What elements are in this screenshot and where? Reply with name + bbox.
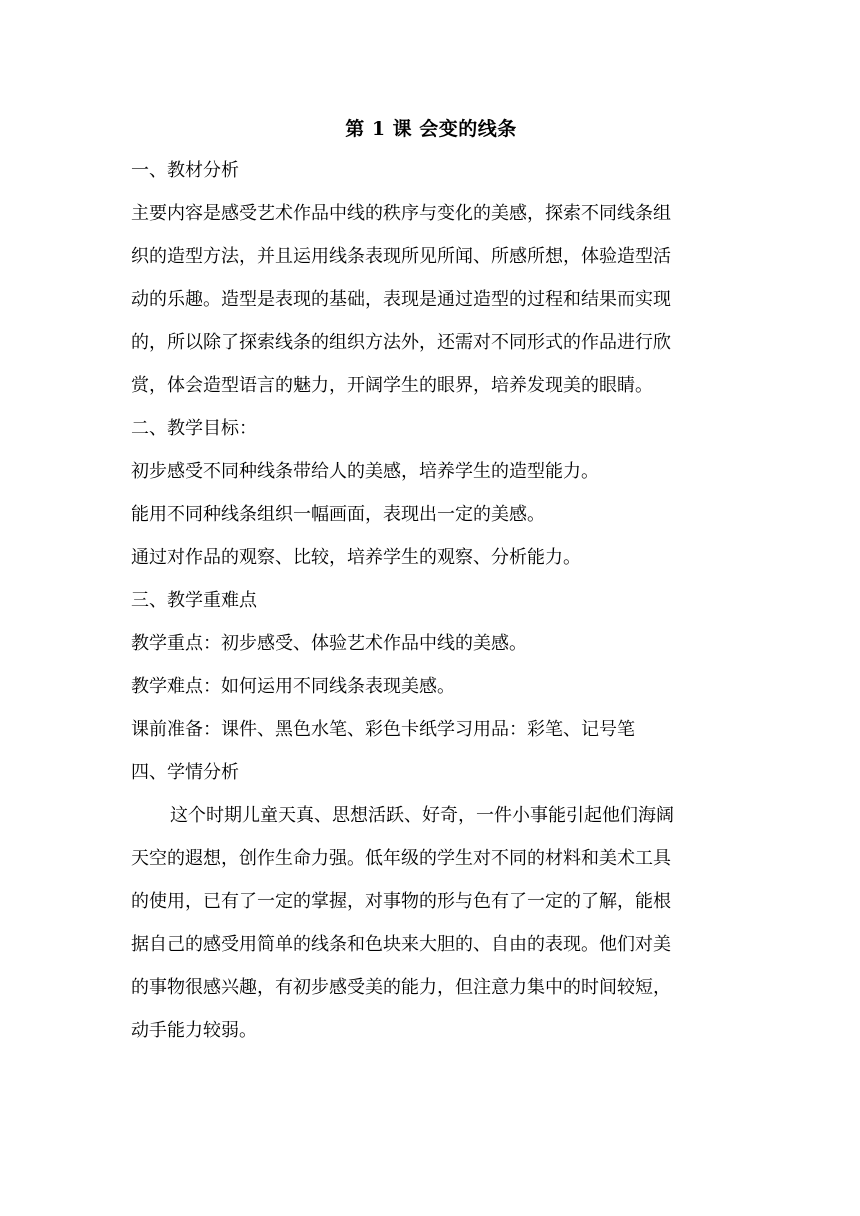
key-point-item: 课前准备：课件、黑色水笔、彩色卡纸学习用品：彩笔、记号笔 bbox=[131, 719, 635, 740]
paragraph-line: 主要内容是感受艺术作品中线的秩序与变化的美感，探索不同线条组 bbox=[131, 203, 671, 224]
paragraph-line: 动手能力较弱。 bbox=[131, 1020, 257, 1041]
document-title: 第 1 课 会变的线条 bbox=[345, 118, 517, 140]
paragraph-line: 动的乐趣。造型是表现的基础，表现是通过造型的过程和结果而实现 bbox=[131, 289, 671, 310]
paragraph-line: 天空的遐想，创作生命力强。低年级的学生对不同的材料和美术工具 bbox=[131, 848, 671, 869]
paragraph-line: 赏，体会造型语言的魅力，开阔学生的眼界，培养发现美的眼睛。 bbox=[131, 375, 653, 396]
teaching-goal-item: 初步感受不同种线条带给人的美感，培养学生的造型能力。 bbox=[131, 461, 599, 482]
teaching-goal-item: 通过对作品的观察、比较，培养学生的观察、分析能力。 bbox=[131, 547, 581, 568]
key-point-item: 教学难点：如何运用不同线条表现美感。 bbox=[131, 676, 455, 697]
paragraph-line: 的使用，已有了一定的掌握，对事物的形与色有了一定的了解，能根 bbox=[131, 891, 671, 912]
paragraph-line: 的事物很感兴趣，有初步感受美的能力，但注意力集中的时间较短， bbox=[131, 977, 671, 998]
section-heading-textbook-analysis: 一、教材分析 bbox=[131, 160, 239, 181]
textbook-analysis-paragraph bbox=[131, 197, 731, 403]
section-heading-teaching-goals: 二、教学目标： bbox=[131, 418, 257, 439]
section-heading-student-analysis: 四、学情分析 bbox=[131, 762, 239, 783]
paragraph-line: 的，所以除了探索线条的组织方法外，还需对不同形式的作品进行欣 bbox=[131, 332, 671, 353]
teaching-goal-item: 能用不同种线条组织一幅画面，表现出一定的美感。 bbox=[131, 504, 545, 525]
paragraph-line: 这个时期儿童天真、思想活跃、好奇，一件小事能引起他们海阔 bbox=[170, 805, 674, 826]
key-point-item: 教学重点：初步感受、体验艺术作品中线的美感。 bbox=[131, 633, 527, 654]
student-analysis-paragraph bbox=[131, 799, 731, 1048]
paragraph-line: 据自己的感受用简单的线条和色块来大胆的、自由的表现。他们对美 bbox=[131, 934, 671, 955]
paragraph-line: 织的造型方法，并且运用线条表现所见所闻、所感所想，体验造型活 bbox=[131, 246, 671, 267]
section-heading-key-points: 三、教学重难点 bbox=[131, 590, 257, 611]
document-page bbox=[131, 112, 731, 1057]
